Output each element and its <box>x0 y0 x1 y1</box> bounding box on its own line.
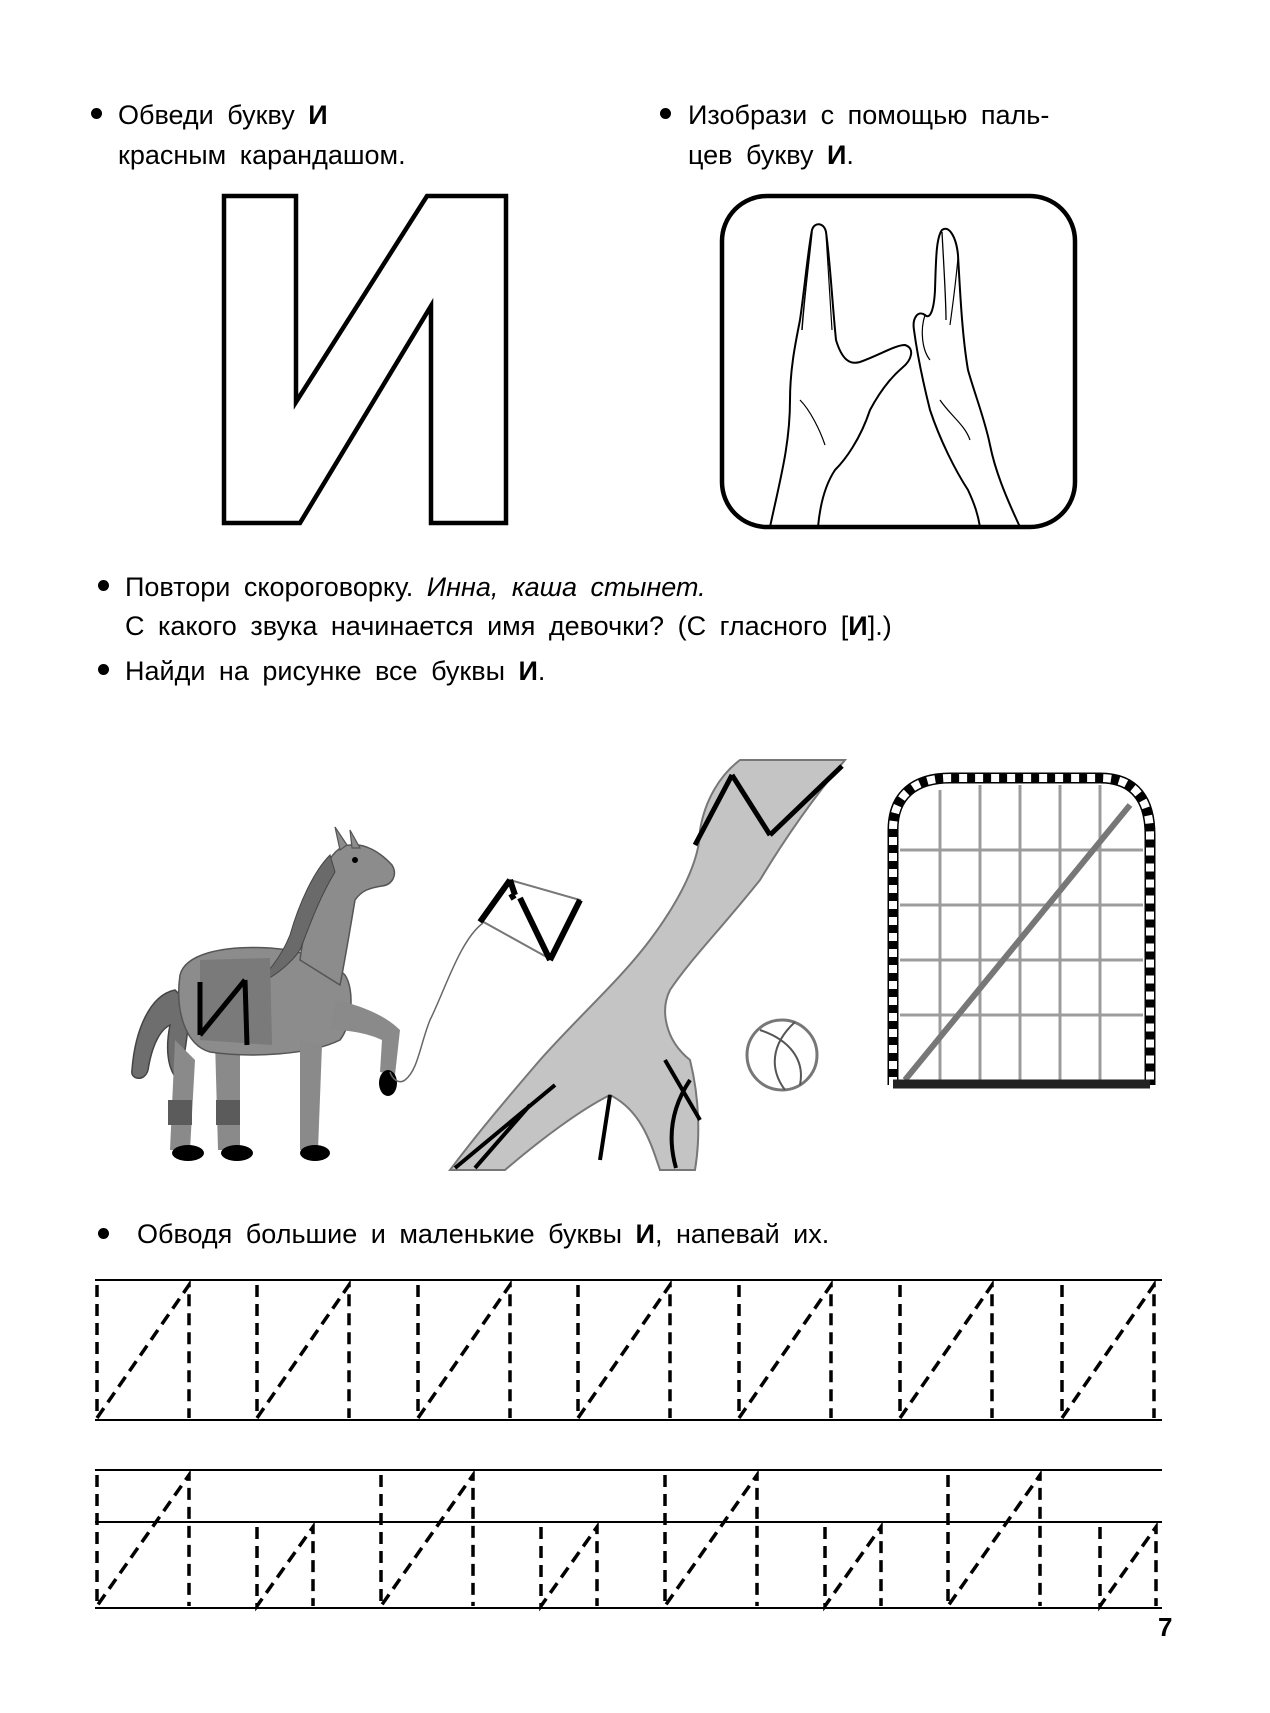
page-number: 7 <box>1158 1612 1173 1642</box>
tongue-twister: Инна, каша стынет. <box>426 572 706 602</box>
task4-letter: И <box>518 656 538 686</box>
task3-question: С какого звука начинается имя девочки? (С гласного [ <box>125 611 849 641</box>
tracing-row-2[interactable] <box>95 1470 1162 1608</box>
small-letter-trace[interactable] <box>825 1527 881 1606</box>
task1-line2: красным карандашом. <box>118 140 406 170</box>
task3-suffix: ].) <box>867 611 892 641</box>
task1-letter: И <box>308 100 328 130</box>
tree-icon[interactable] <box>450 760 845 1170</box>
ball-icon[interactable] <box>747 1020 817 1090</box>
task1-text: Обведи букву <box>118 100 295 130</box>
task2-letter: И <box>826 140 847 170</box>
gate-icon[interactable] <box>893 778 1150 1085</box>
big-letter-trace[interactable] <box>257 1285 349 1418</box>
task4-period: . <box>537 656 546 686</box>
task4-text: Найди на рисунке все буквы <box>125 656 505 686</box>
small-letter-trace[interactable] <box>257 1527 313 1606</box>
task3-letter: И <box>848 611 868 641</box>
big-letter-trace[interactable] <box>97 1475 189 1606</box>
big-letter-trace[interactable] <box>578 1285 670 1418</box>
big-letter-trace[interactable] <box>97 1285 189 1418</box>
big-letter-trace[interactable] <box>418 1285 510 1418</box>
big-letter-trace[interactable] <box>381 1475 473 1606</box>
task2-period: . <box>846 140 854 170</box>
horse-icon[interactable] <box>132 827 400 1161</box>
big-letter-trace[interactable] <box>739 1285 831 1418</box>
task2-text: цев букву <box>688 140 814 170</box>
task2-line1: Изобрази с помощью паль- <box>688 100 1050 130</box>
task5-letter: И <box>635 1219 655 1249</box>
small-letter-trace[interactable] <box>541 1527 597 1606</box>
task5-text: Обводя большие и маленькие буквы <box>137 1219 623 1249</box>
small-letter-trace[interactable] <box>1100 1527 1156 1606</box>
big-letter-trace[interactable] <box>1062 1285 1154 1418</box>
tracing-row-1[interactable] <box>95 1280 1162 1420</box>
big-letter-outline[interactable] <box>224 196 506 523</box>
task3-prefix: Повтори скороговорку. <box>125 572 414 602</box>
big-letter-trace[interactable] <box>665 1475 757 1606</box>
big-letter-trace[interactable] <box>948 1475 1040 1606</box>
hands-icon <box>722 196 1075 527</box>
big-letter-trace[interactable] <box>900 1285 992 1418</box>
task5-suffix: , напевай их. <box>654 1219 830 1249</box>
